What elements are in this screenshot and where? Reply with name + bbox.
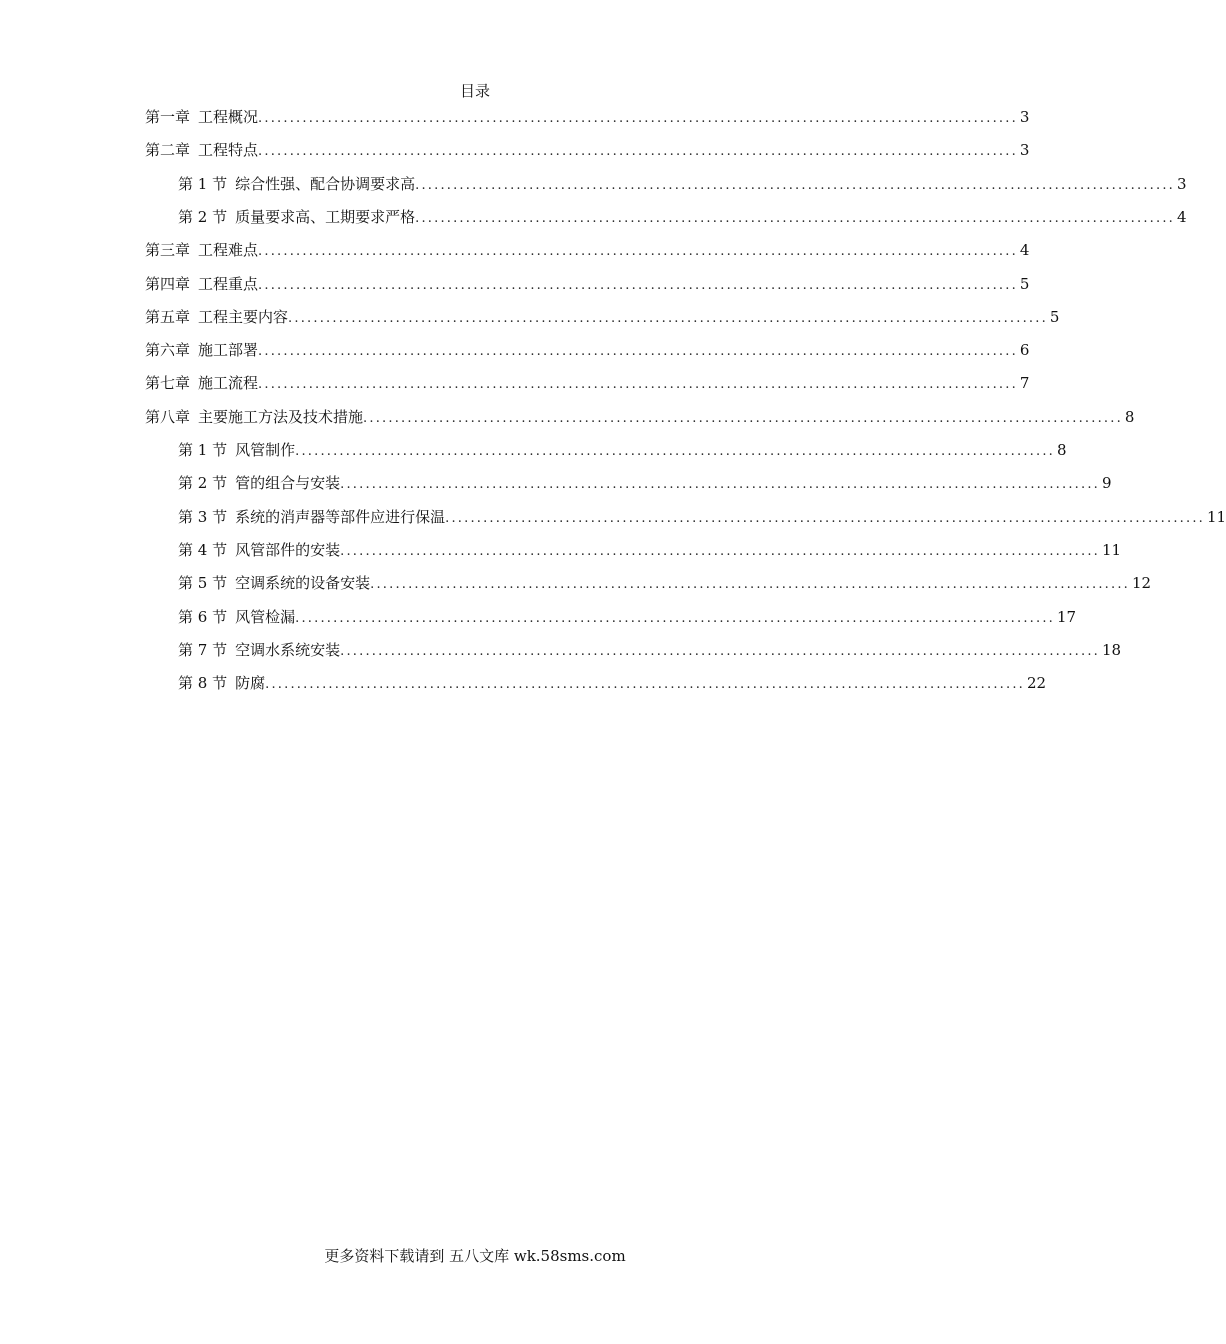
toc-entry-label: 第七章 施工流程 xyxy=(145,374,259,393)
toc-dot-leader: ........................................................................................................................ xyxy=(415,177,1175,193)
toc-entry-label: 第五章 工程主要内容 xyxy=(145,307,289,326)
toc-dot-leader: ........................................................................................................................ xyxy=(258,111,1018,126)
toc-page-number: 4 xyxy=(1177,207,1187,226)
toc-page-number: 18 xyxy=(1102,640,1122,659)
toc-page-number: 5 xyxy=(1019,274,1030,293)
toc-dot-leader: ........................................................................................................................ xyxy=(258,377,1018,393)
toc-page-number: 22 xyxy=(1027,674,1047,693)
toc-entry-label: 第六章 施工部署 xyxy=(145,341,259,360)
toc-page-number: 8 xyxy=(1124,407,1135,426)
toc-dot-leader: ........................................................................................................................ xyxy=(415,210,1175,226)
toc-entry-label: 第二章 工程特点 xyxy=(145,141,259,160)
toc-entry-label: 第四章 工程重点 xyxy=(145,274,259,293)
toc-entry[interactable] xyxy=(178,173,1187,195)
toc-dot-leader: ........................................................................................................................ xyxy=(445,510,1205,526)
toc-entry[interactable] xyxy=(145,339,1030,361)
toc-entry-label: 第 7 节 空调水系统安装 xyxy=(178,640,341,659)
toc-entry[interactable] xyxy=(145,273,1030,295)
toc-page-number: 7 xyxy=(1019,374,1030,393)
toc-page-number: 3 xyxy=(1019,141,1030,160)
toc-dot-leader: ........................................................................................................................ xyxy=(288,310,1048,326)
toc-entry-label: 第三章 工程难点 xyxy=(145,241,259,260)
toc-dot-leader: ........................................................................................................................ xyxy=(258,144,1018,160)
toc-page-number: 17 xyxy=(1057,607,1077,626)
toc-entry[interactable] xyxy=(178,672,1047,694)
toc-entry-label: 第 8 节 防腐 xyxy=(178,674,266,693)
toc-dot-leader: ........................................................................................................................ xyxy=(370,577,1130,593)
toc-entry[interactable] xyxy=(178,439,1067,461)
toc-title: 目录 xyxy=(459,82,490,100)
toc-entry-label: 第 2 节 管的组合与安装 xyxy=(178,474,341,493)
toc-dot-leader: ........................................................................................................................ xyxy=(340,477,1100,493)
toc-page-number: 3 xyxy=(1019,108,1030,126)
toc-entry[interactable] xyxy=(178,206,1187,228)
toc-entry[interactable] xyxy=(145,306,1060,328)
toc-page-number: 12 xyxy=(1132,574,1152,593)
toc-dot-leader: ........................................................................................................................ xyxy=(258,277,1018,293)
toc-entry[interactable] xyxy=(145,406,1135,428)
toc-page-number: 6 xyxy=(1019,341,1030,360)
toc-page-number: 3 xyxy=(1177,174,1187,193)
footer-promo-text: 更多资料下载请到 五八文库 wk.58sms.com xyxy=(324,1247,626,1265)
toc-page-number: 11 xyxy=(1207,507,1226,526)
toc-entry-label: 第 1 节 综合性强、配合协调要求高 xyxy=(178,174,416,193)
toc-dot-leader: ........................................................................................................................ xyxy=(258,244,1018,260)
toc-dot-leader: ........................................................................................................................ xyxy=(340,543,1100,559)
toc-entry[interactable] xyxy=(178,606,1077,628)
toc-entry-label: 第 1 节 风管制作 xyxy=(178,441,296,459)
toc-entry-label: 第 2 节 质量要求高、工期要求严格 xyxy=(178,207,416,226)
toc-page-number: 4 xyxy=(1019,241,1030,260)
toc-entry[interactable] xyxy=(178,506,1226,528)
toc-dot-leader: ........................................................................................................................ xyxy=(295,444,1055,459)
toc-page-number: 9 xyxy=(1102,474,1112,493)
toc-page-number: 11 xyxy=(1102,540,1122,559)
toc-page-number: 5 xyxy=(1049,307,1060,326)
toc-dot-leader: ........................................................................................................................ xyxy=(295,610,1055,626)
toc-entry[interactable] xyxy=(145,239,1030,261)
toc-entry-label: 第一章 工程概况 xyxy=(145,108,259,126)
toc-entry[interactable] xyxy=(178,472,1112,494)
toc-entry[interactable] xyxy=(145,106,1030,128)
toc-entry[interactable] xyxy=(178,572,1152,594)
toc-entry-label: 第八章 主要施工方法及技术措施 xyxy=(145,407,364,426)
toc-page-number: 8 xyxy=(1057,441,1067,459)
toc-entry-label: 第 3 节 系统的消声器等部件应进行保温 xyxy=(178,507,446,526)
toc-entry-label: 第 6 节 风管检漏 xyxy=(178,607,296,626)
toc-entry[interactable] xyxy=(145,139,1030,161)
toc-entry-label: 第 4 节 风管部件的安装 xyxy=(178,540,341,559)
toc-dot-leader: ........................................................................................................................ xyxy=(265,677,1025,693)
toc-entry[interactable] xyxy=(145,372,1030,394)
toc-dot-leader: ........................................................................................................................ xyxy=(363,410,1123,426)
toc-dot-leader: ........................................................................................................................ xyxy=(340,643,1100,659)
toc-dot-leader: ........................................................................................................................ xyxy=(258,344,1018,360)
toc-entry[interactable] xyxy=(178,639,1122,661)
toc-entry-label: 第 5 节 空调系统的设备安装 xyxy=(178,574,371,593)
toc-entry[interactable] xyxy=(178,539,1122,561)
